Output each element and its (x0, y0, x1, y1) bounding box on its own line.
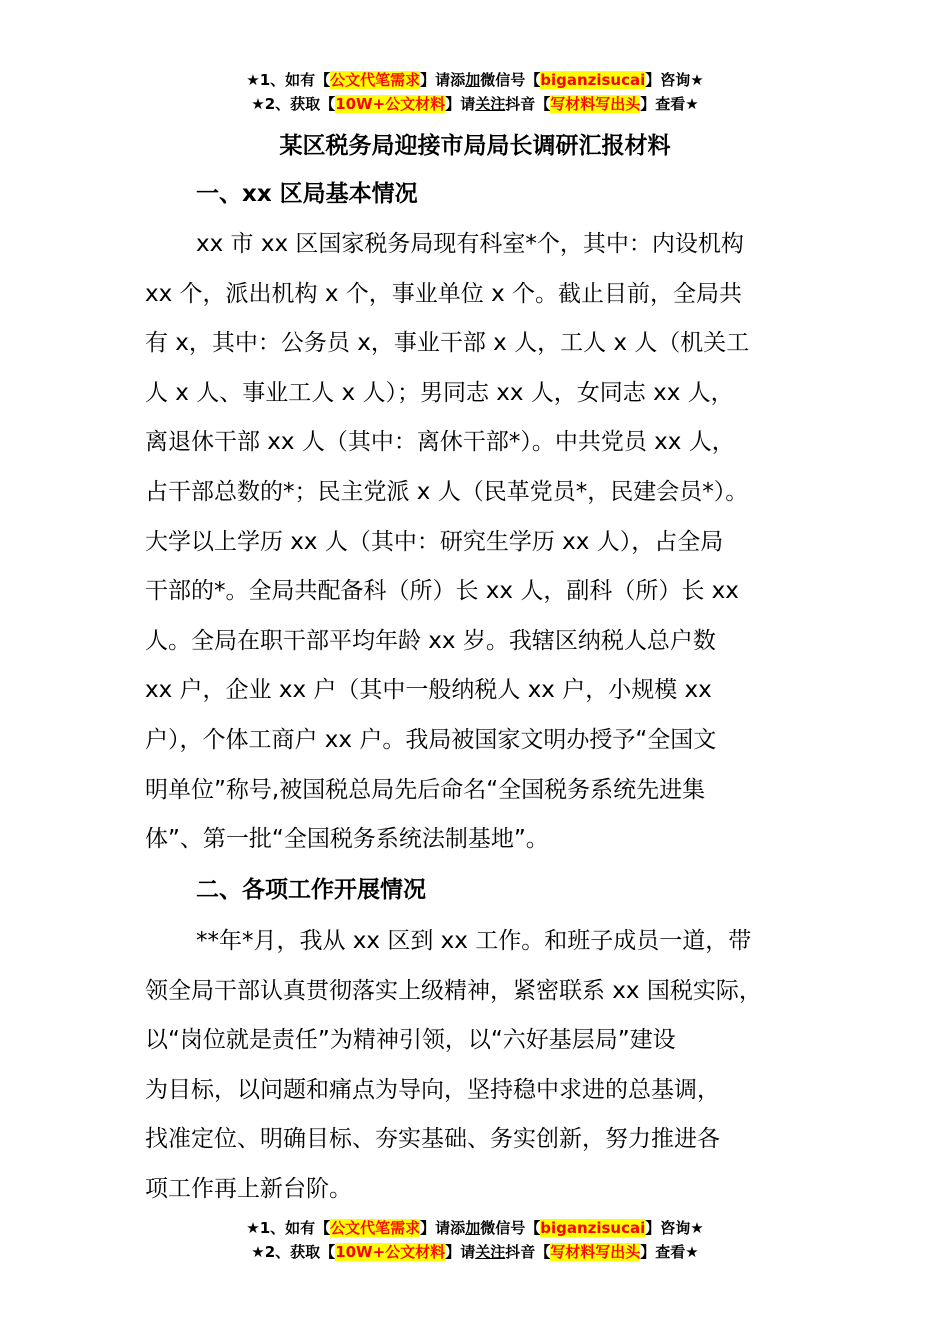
paragraph-line: 干部的*。全局共配备科（所）长 xx 人，副科（所）长 xx (145, 578, 739, 605)
paragraph-line: xx 市 xx 区国家税务局现有科室*个，其中：内设机构 (196, 231, 744, 257)
promo-highlight-wechat-id: biganzisucai (540, 71, 646, 89)
promo-line-douyin (0, 92, 950, 116)
paragraph-line: 项工作再上新台阶。 (145, 1175, 352, 1202)
paragraph-line: **年*月，我从 xx 区到 xx 工作。和班子成员一道，带 (196, 928, 752, 954)
paragraph-work-progress (145, 917, 845, 1215)
promo-highlight-douyin-id: 写材料写出头 (550, 1243, 641, 1261)
promo-text: 微信号【 (480, 71, 541, 89)
paragraph-line: 离退休干部 xx 人（其中：离休干部*）。中共党员 xx 人， (145, 429, 735, 456)
section-heading-basic-info: 一、xx 区局基本情况 (196, 181, 418, 207)
promo-banner-bottom (0, 1216, 950, 1264)
promo-text: 】请 (445, 1243, 476, 1261)
promo-underlined-text: 关注 (475, 1243, 506, 1261)
document-title: 某区税务局迎接市局局长调研汇报材料 (279, 133, 671, 159)
promo-text: ★2、获取【 (251, 95, 336, 113)
promo-text: ★2、获取【 (251, 1243, 336, 1261)
promo-text: 抖音【 (505, 95, 551, 113)
promo-highlight-materials: 10W+公文材料 (335, 95, 446, 113)
paragraph-line: 体”、第一批“全国税务系统法制基地”。 (145, 826, 549, 853)
paragraph-line: 人。全局在职干部平均年龄 xx 岁。我辖区纳税人总户数 (145, 627, 716, 654)
paragraph-line: xx 个，派出机构 x 个，事业单位 x 个。截止目前，全局共 (145, 280, 743, 307)
paragraph-line: 人 x 人、事业工人 x 人）；男同志 xx 人，女同志 xx 人， (145, 379, 734, 406)
promo-highlight-materials: 10W+公文材料 (335, 1243, 446, 1261)
promo-banner-top (0, 68, 950, 116)
promo-highlight-service: 公文代笔需求 (330, 1219, 421, 1237)
promo-text: 】查看★ (640, 95, 699, 113)
paragraph-line: 大学以上学历 xx 人（其中：研究生学历 xx 人），占全局 (145, 528, 724, 555)
paragraph-line: 明单位”称号,被国税总局先后命名“全国税务系统先进集 (145, 776, 706, 803)
paragraph-line: 占干部总数的*；民主党派 x 人（民革党员*，民建会员*）。 (145, 478, 749, 505)
promo-text: 】查看★ (640, 1243, 699, 1261)
promo-text: 】咨询★ (645, 71, 704, 89)
promo-line-douyin (0, 1240, 950, 1264)
promo-line-wechat (0, 68, 950, 92)
promo-underlined-text: 加 (465, 1219, 481, 1237)
paragraph-line: 领全局干部认真贯彻落实上级精神，紧密联系 xx 国税实际， (145, 977, 762, 1004)
paragraph-line: 为目标，以问题和痛点为导向，坚持稳中求进的总基调， (145, 1076, 720, 1103)
promo-highlight-wechat-id: biganzisucai (540, 1219, 646, 1237)
promo-text: ★1、如有【 (246, 1219, 331, 1237)
promo-highlight-douyin-id: 写材料写出头 (550, 95, 641, 113)
promo-text: 抖音【 (505, 1243, 551, 1261)
paragraph-line: 以“岗位就是责任”为精神引领，以“六好基层局”建设 (145, 1027, 676, 1054)
promo-text: 】请 (445, 95, 476, 113)
promo-text: 】咨询★ (645, 1219, 704, 1237)
promo-underlined-text: 加 (465, 71, 481, 89)
paragraph-line: 有 x，其中：公务员 x，事业干部 x 人，工人 x 人（机关工 (145, 330, 750, 357)
paragraph-line: 户），个体工商户 xx 户。我局被国家文明办授予“全国文 (145, 726, 717, 753)
promo-highlight-service: 公文代笔需求 (330, 71, 421, 89)
promo-line-wechat (0, 1216, 950, 1240)
promo-text: ★1、如有【 (246, 71, 331, 89)
promo-underlined-text: 关注 (475, 95, 506, 113)
paragraph-line: xx 户，企业 xx 户（其中一般纳税人 xx 户，小规模 xx (145, 677, 712, 704)
promo-text: 】请添 (420, 71, 466, 89)
paragraph-line: 找准定位、明确目标、夯实基础、务实创新，努力推进各 (145, 1126, 720, 1153)
section-heading-work-progress: 二、各项工作开展情况 (196, 877, 426, 903)
paragraph-basic-info (145, 220, 845, 865)
promo-text: 微信号【 (480, 1219, 541, 1237)
promo-text: 】请添 (420, 1219, 466, 1237)
